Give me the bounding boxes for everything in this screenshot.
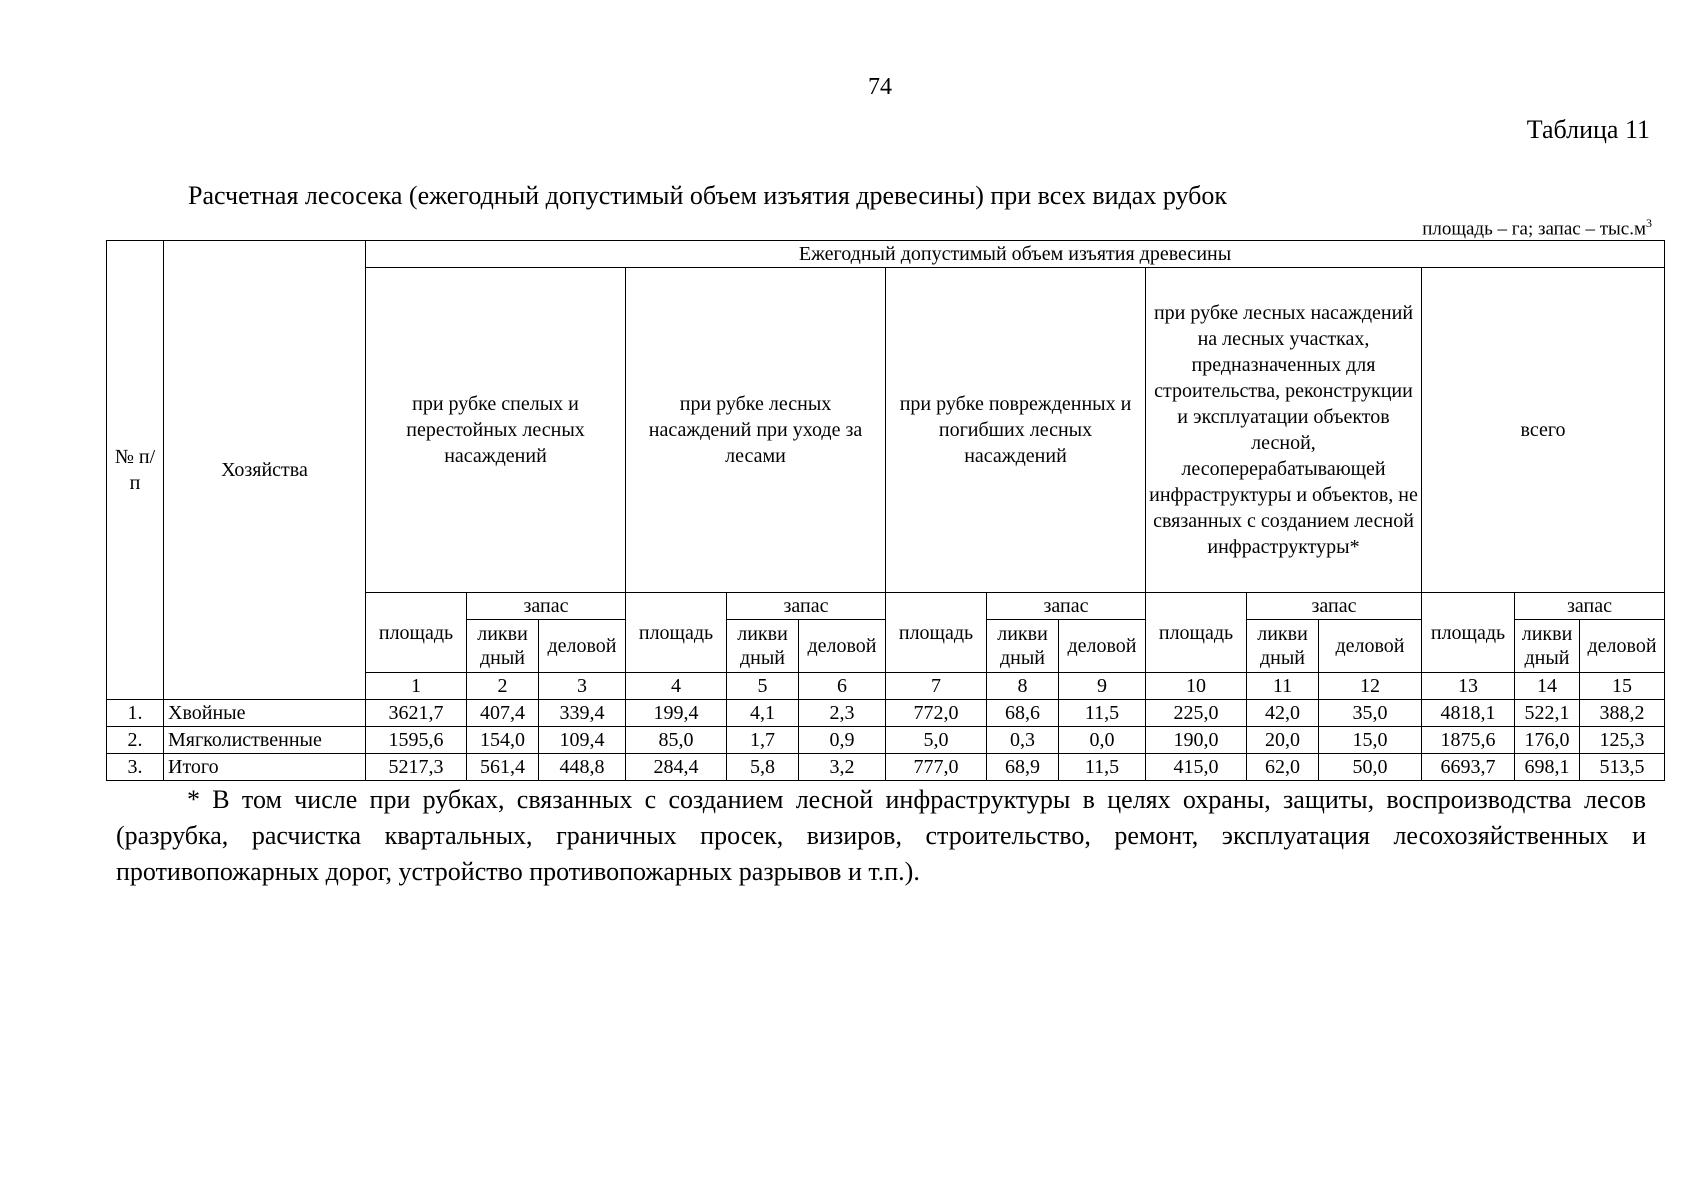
header-business: деловой: [1319, 620, 1422, 673]
column-number: 4: [626, 673, 727, 700]
row-value: 513,5: [1580, 754, 1665, 781]
header-business: деловой: [799, 620, 886, 673]
column-number: 14: [1515, 673, 1580, 700]
row-value: 42,0: [1247, 700, 1319, 727]
units-superscript: 3: [1646, 216, 1652, 230]
header-area: площадь: [366, 593, 467, 673]
row-value: 388,2: [1580, 700, 1665, 727]
header-group-total: всего: [1422, 268, 1665, 593]
row-name: Итого: [164, 754, 366, 781]
row-value: 199,4: [626, 700, 727, 727]
row-value: 4,1: [727, 700, 799, 727]
header-group-mature: при рубке спелых и перестойных лесных насаждений: [366, 268, 626, 593]
table-row: [107, 700, 1665, 727]
column-number: 13: [1422, 673, 1515, 700]
row-value: 1,7: [727, 727, 799, 754]
header-farms: Хозяйства: [164, 241, 366, 700]
units-text: площадь – га; запас – тыс.м: [1422, 218, 1646, 240]
header-group-damaged: при рубке поврежденных и погибших лесных насаждений: [886, 268, 1146, 593]
row-value: 20,0: [1247, 727, 1319, 754]
row-value: 68,6: [987, 700, 1059, 727]
header-business: деловой: [1580, 620, 1665, 673]
header-business: деловой: [539, 620, 626, 673]
table-label: Таблица 11: [1526, 115, 1650, 144]
column-number: 11: [1247, 673, 1319, 700]
column-number: 9: [1059, 673, 1146, 700]
table-row: [107, 754, 1665, 781]
row-value: 154,0: [467, 727, 539, 754]
row-number: 2.: [107, 727, 164, 754]
forest-cut-table: [106, 240, 1665, 781]
row-value: 225,0: [1146, 700, 1247, 727]
header-super: Ежегодный допустимый объем изъятия древесины: [366, 241, 1665, 268]
header-area: площадь: [626, 593, 727, 673]
row-value: 5,0: [886, 727, 987, 754]
row-value: 85,0: [626, 727, 727, 754]
row-value: 284,4: [626, 754, 727, 781]
header-stock: запас: [1515, 593, 1665, 620]
row-name: Хвойные: [164, 700, 366, 727]
row-value: 190,0: [1146, 727, 1247, 754]
row-value: 698,1: [1515, 754, 1580, 781]
footnote: * В том числе при рубках, связанных с созданием лесной инфраструктуры в целях охраны, защиты, воспроизводства лесов (разрубка, расчистка квартальных, граничных просек, визиров, строительство, ремонт, эксплуатация лесохозяйственных и противопожарных дорог, устройство противопожарных разрывов и т.п.).: [116, 785, 1646, 886]
header-group-construction: при рубке лесных насаждений на лесных участках, предназначенных для строительства, реконструкции и эксплуатации объектов лесной, лесоперерабатывающей инфраструктуры и объектов, не связанных с созданием лесной инфраструктуры*: [1146, 268, 1422, 593]
row-value: 35,0: [1319, 700, 1422, 727]
row-value: 0,0: [1059, 727, 1146, 754]
header-area: площадь: [1422, 593, 1515, 673]
row-value: 2,3: [799, 700, 886, 727]
table-row: [107, 727, 1665, 754]
row-value: 109,4: [539, 727, 626, 754]
row-value: 5,8: [727, 754, 799, 781]
row-value: 176,0: [1515, 727, 1580, 754]
header-stock: запас: [1247, 593, 1422, 620]
row-value: 561,4: [467, 754, 539, 781]
row-value: 3,2: [799, 754, 886, 781]
header-liquid: ликви дный: [727, 620, 799, 673]
header-liquid: ликви дный: [987, 620, 1059, 673]
row-value: 62,0: [1247, 754, 1319, 781]
row-name: Мягколиственные: [164, 727, 366, 754]
column-number: 15: [1580, 673, 1665, 700]
row-value: 339,4: [539, 700, 626, 727]
row-value: 448,8: [539, 754, 626, 781]
row-value: 11,5: [1059, 700, 1146, 727]
column-number: 10: [1146, 673, 1247, 700]
header-liquid: ликви дный: [1247, 620, 1319, 673]
column-number: 7: [886, 673, 987, 700]
header-stock: запас: [727, 593, 886, 620]
row-value: 3621,7: [366, 700, 467, 727]
header-business: деловой: [1059, 620, 1146, 673]
row-value: 5217,3: [366, 754, 467, 781]
column-number: 1: [366, 673, 467, 700]
row-value: 0,3: [987, 727, 1059, 754]
row-value: 125,3: [1580, 727, 1665, 754]
row-value: 1595,6: [366, 727, 467, 754]
header-stock: запас: [467, 593, 626, 620]
column-number: 12: [1319, 673, 1422, 700]
page-number: 74: [868, 74, 892, 100]
column-number: 2: [467, 673, 539, 700]
column-number: 6: [799, 673, 886, 700]
row-value: 522,1: [1515, 700, 1580, 727]
row-number: 1.: [107, 700, 164, 727]
table-title: Расчетная лесосека (ежегодный допустимый объем изъятия древесины) при всех видах рубок: [188, 181, 1227, 210]
row-value: 0,9: [799, 727, 886, 754]
row-value: 68,9: [987, 754, 1059, 781]
header-stock: запас: [987, 593, 1146, 620]
column-number: 8: [987, 673, 1059, 700]
header-area: площадь: [886, 593, 987, 673]
column-number: 3: [539, 673, 626, 700]
row-value: 6693,7: [1422, 754, 1515, 781]
row-value: 777,0: [886, 754, 987, 781]
row-value: 407,4: [467, 700, 539, 727]
row-value: 772,0: [886, 700, 987, 727]
row-number: 3.: [107, 754, 164, 781]
header-liquid: ликви дный: [467, 620, 539, 673]
units-note: [1422, 216, 1652, 240]
row-value: 15,0: [1319, 727, 1422, 754]
row-value: 50,0: [1319, 754, 1422, 781]
column-number: 5: [727, 673, 799, 700]
header-no: № п/п: [107, 241, 164, 700]
row-value: 415,0: [1146, 754, 1247, 781]
header-group-thinning: при рубке лесных насаждений при уходе за лесами: [626, 268, 886, 593]
row-value: 1875,6: [1422, 727, 1515, 754]
row-value: 11,5: [1059, 754, 1146, 781]
header-liquid: ликви дный: [1515, 620, 1580, 673]
row-value: 4818,1: [1422, 700, 1515, 727]
header-area: площадь: [1146, 593, 1247, 673]
